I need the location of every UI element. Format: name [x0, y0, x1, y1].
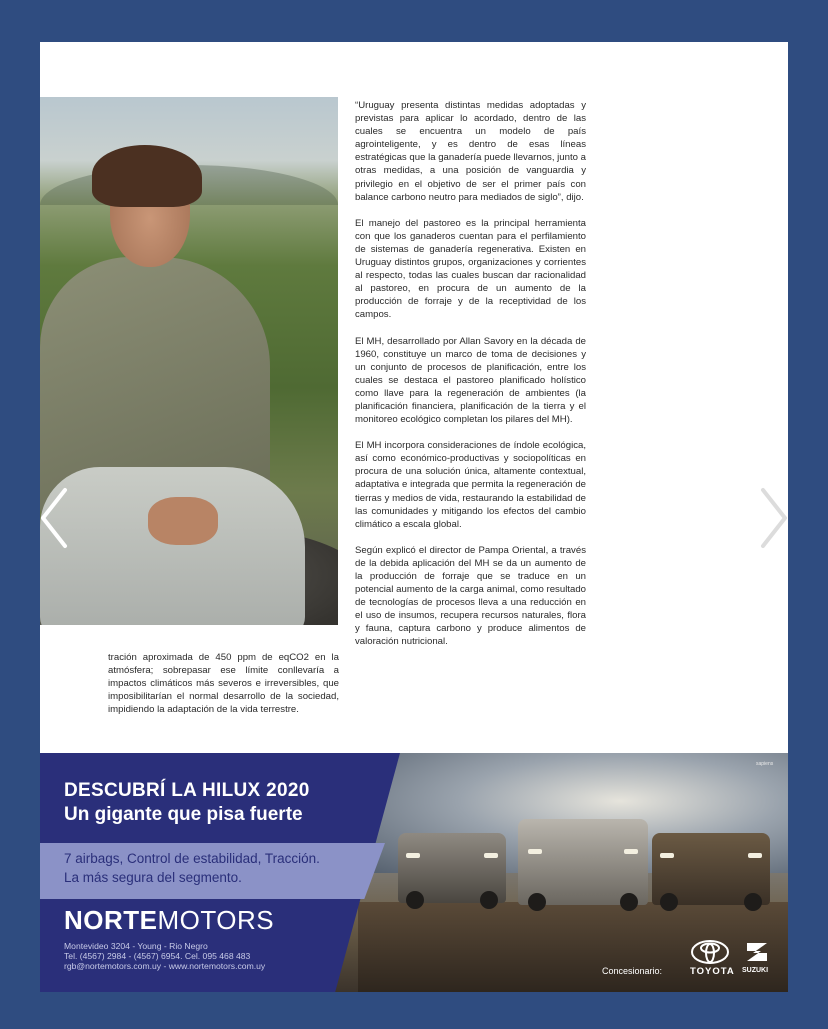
ad-feature-line: 7 airbags, Control de estabilidad, Tracción.	[64, 851, 320, 866]
ad-headline: DESCUBRÍ LA HILUX 2020	[64, 780, 310, 801]
agency-credit: sapiens	[756, 761, 774, 767]
truck-image	[398, 833, 506, 903]
toyota-logo-icon	[690, 939, 730, 965]
paragraph-quote: “Uruguay presenta distintas medidas adoptadas y previstas para aplicar lo acordado, dentro de las cuales se encuentra un modelo de país agrointeligente, y es dentro de esas líneas estratégicas que la ganadería puede llevarnos, junto a otras medidas, a una posición de vanguardia y privilegio en el objetivo de ser el primer país con balance carbono neutro para mediados de siglo”, dijo.	[355, 100, 586, 203]
contact-web: rgb@nortemotors.com.uy - www.nortemotors.com.uy	[64, 961, 266, 971]
ad-subheadline: Un gigante que pisa fuerte	[64, 804, 303, 825]
paragraph-continuation: tración aproximada de 450 ppm de eqCO2 en la atmósfera; sobrepasar ese límite conllevaría a impactos climáticos más severos e irreversibles, que imposibilitarían el normal desarrollo de la sociedad, impidiendo la adaptación de la vida terrestre.	[108, 652, 339, 716]
chevron-right-icon[interactable]	[757, 486, 791, 550]
paragraph-mh-savory: El MH, desarrollado por Allan Savory en la década de 1960, constituye un marco de toma de decisiones y un conjunto de procesos de planificación, entre los cuales se destaca el pastoreo planificado holístico como llave para la regeneración de ambientes (la planificación financiera, planificación de la tierra y el monitoreo ecológico completan los pilares del MH).	[355, 335, 586, 426]
ad-feature-line: La más segura del segmento.	[64, 870, 242, 885]
paragraph-pastoreo: El manejo del pastoreo es la principal herramienta con que los ganaderos cuentan para el perfilamiento de sistemas de ganadería regenerativa. Existen en Uruguay distintos grupos, organizaciones y corrientes al respecto, todas las cuales buscan dar racionalidad al pastoreo, en procura de un aumento de la producción de forraje y de la receptividad de los campos.	[355, 217, 586, 321]
contact-address: Montevideo 3204 - Young - Rio Negro	[64, 941, 208, 951]
truck-image	[652, 833, 770, 905]
brand-light: MOTORS	[157, 905, 275, 935]
truck-image	[518, 819, 648, 905]
suzuki-logo-icon	[743, 939, 771, 965]
nortemotors-logo	[64, 905, 274, 936]
dealer-label: Concesionario:	[602, 966, 663, 976]
paragraph-pampa-oriental: Según explicó el director de Pampa Oriental, a través de la debida aplicación del MH se da un aumento de la producción de forraje que se traduce en un potencial aumento de la carga animal, como resultado de tecnologías de procesos lleva a una reducción en el uso de insumos, recupera recursos naturales, flora y fauna, captura carbono y produce alimentos de valoración nutricional.	[355, 544, 586, 648]
suzuki-wordmark: SUZUKI	[742, 967, 769, 974]
brand-bold: NORTE	[64, 905, 158, 935]
portrait-photo	[40, 97, 338, 625]
toyota-wordmark: TOYOTA	[690, 966, 735, 977]
article-column-right	[355, 99, 586, 662]
ad-contact	[64, 941, 265, 971]
contact-phones: Tel. (4567) 2984 - (4567) 6954. Cel. 095 468 483	[64, 951, 251, 961]
chevron-left-icon[interactable]	[37, 486, 71, 550]
article-column-left	[108, 651, 339, 729]
hilux-advertisement	[40, 753, 788, 992]
paragraph-mh-consideraciones: El MH incorpora consideraciones de índole ecológica, así como económico-productivas y sociopolíticas en procura de una solución única, altamente contextual, adaptativa e integrada que permita la regeneración de tierras y medios de vida, restaurando la estabilidad de las comunidades y mitigando los efectos del cambio climático a escala global.	[355, 440, 586, 530]
magazine-page	[40, 42, 788, 992]
